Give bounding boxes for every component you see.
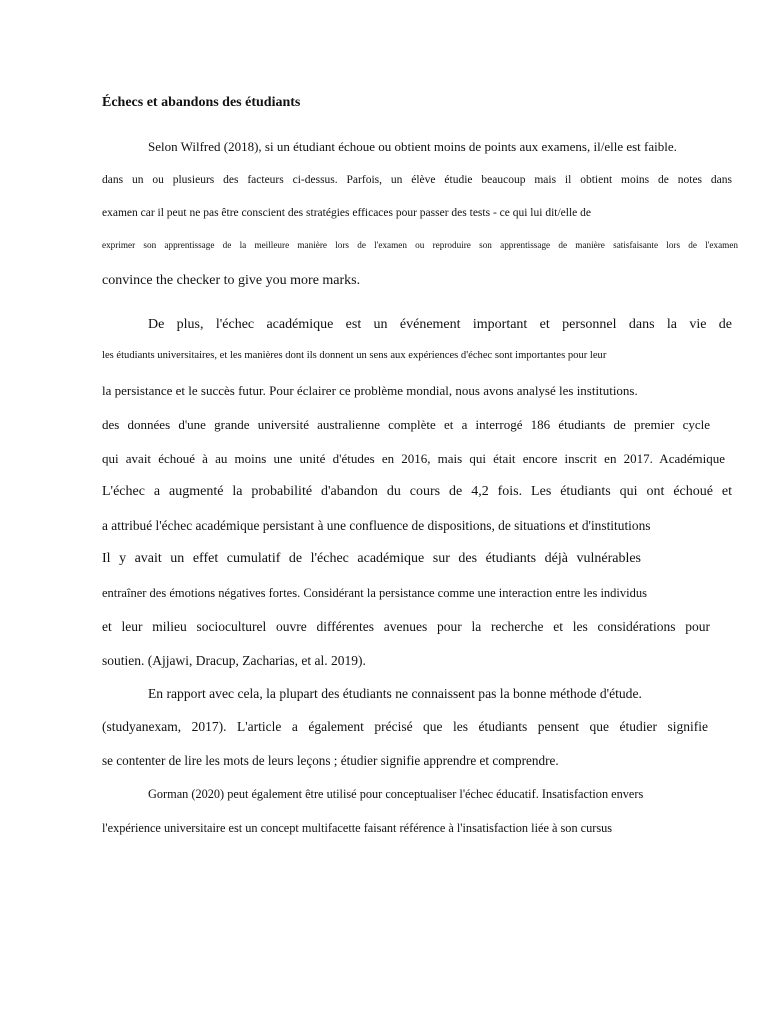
text-line: L'échec a augmenté la probabilité d'abandon du cours de 4,2 fois. Les étudiants qui ont échoué et — [102, 484, 732, 499]
text-line: De plus, l'échec académique est un événement important et personnel dans la vie de — [148, 317, 732, 332]
text-line: (studyanexam, 2017). L'article a également précisé que les étudiants pensent que étudier signifie — [102, 719, 708, 734]
text-line: les étudiants universitaires, et les manières dont ils donnent un sens aux expériences d'échec sont importantes pour leur — [102, 350, 607, 361]
text-line: Selon Wilfred (2018), si un étudiant échoue ou obtient moins de points aux examens, il/elle est faible. — [148, 139, 677, 154]
text-line: l'expérience universitaire est un concept multifacette faisant référence à l'insatisfaction liée à son cursus — [102, 821, 613, 835]
text-line: qui avait échoué à au moins une unité d'études en 2016, mais qui était encore inscrit en 2017. Académique — [102, 451, 725, 466]
text-line: soutien. (Ajjawi, Dracup, Zacharias, et al. 2019). — [102, 653, 366, 668]
section-heading: Échecs et abandons des étudiants — [102, 95, 301, 110]
text-line: Gorman (2020) peut également être utilisé pour conceptualiser l'échec éducatif. Insatisfaction envers — [148, 787, 644, 801]
text-line: se contenter de lire les mots de leurs leçons ; étudier signifie apprendre et comprendre. — [102, 753, 559, 768]
text-line: convince the checker to give you more marks. — [102, 273, 361, 288]
text-line: examen car il peut ne pas être conscient des stratégies efficaces pour passer des tests - ce qui lui dit/elle de — [102, 207, 591, 219]
text-line: la persistance et le succès futur. Pour éclairer ce problème mondial, nous avons analysé les institutions. — [102, 383, 638, 398]
text-line: dans un ou plusieurs des facteurs ci-dessus. Parfois, un élève étudie beaucoup mais il obtient moins de notes dans — [102, 174, 732, 186]
text-line: et leur milieu socioculturel ouvre différentes avenues pour la recherche et les considérations pour — [102, 619, 710, 634]
text-line: des données d'une grande université australienne complète et a interrogé 186 étudiants de premier cycle — [102, 417, 710, 432]
text-line: Il y avait un effet cumulatif de l'échec académique sur des étudiants déjà vulnérables — [102, 551, 641, 566]
text-line: En rapport avec cela, la plupart des étudiants ne connaissent pas la bonne méthode d'étude. — [148, 686, 642, 701]
text-line: exprimer son apprentissage de la meilleure manière lors de l'examen ou reproduire son apprentissage de manière satisfaisante lors de l'examen — [102, 240, 738, 250]
text-line: a attribué l'échec académique persistant à une confluence de dispositions, de situations et d'institutions — [102, 518, 651, 533]
text-line: entraîner des émotions négatives fortes. Considérant la persistance comme une interaction entre les individus — [102, 586, 647, 600]
